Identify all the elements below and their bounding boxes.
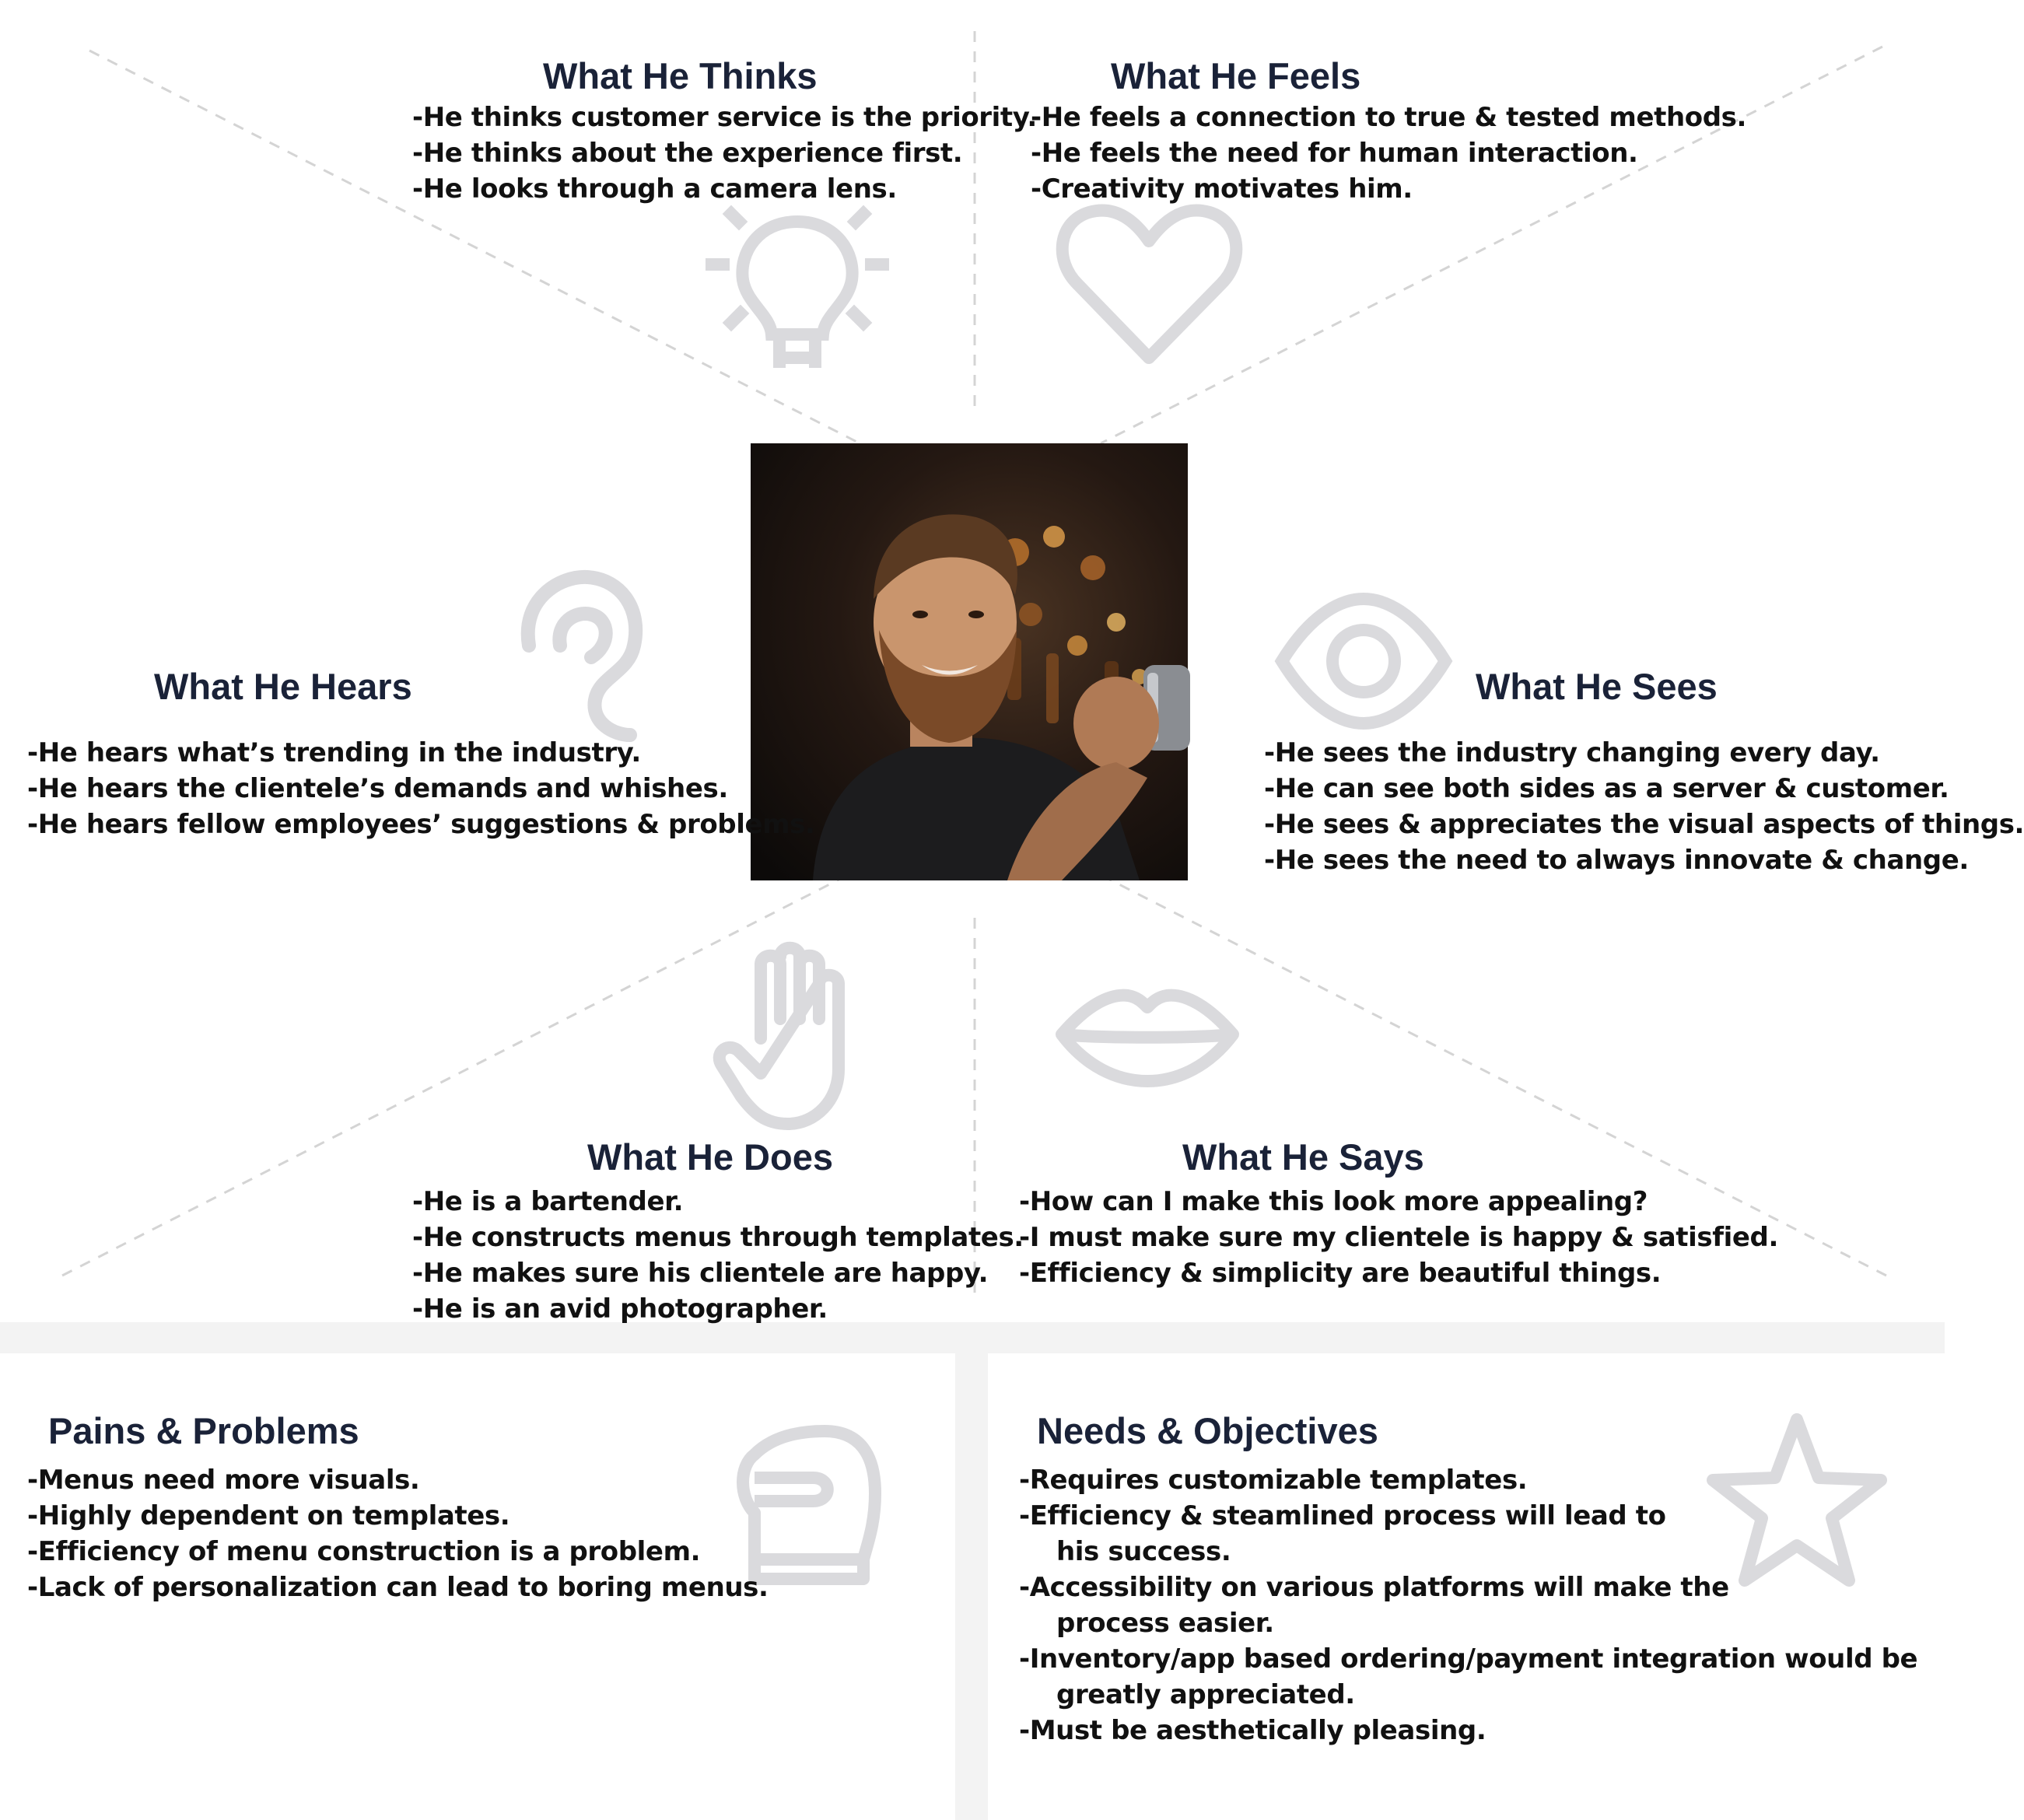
eye-icon <box>1274 591 1453 731</box>
needs-line: -Requires customizable templates. <box>1019 1465 1528 1496</box>
needs-line: -Must be aesthetically pleasing. <box>1019 1715 1486 1746</box>
needs-line: -Inventory/app based ordering/payment integration would be <box>1019 1643 1918 1675</box>
hears-heading: What He Hears <box>154 666 412 707</box>
needs-heading: Needs & Objectives <box>1037 1410 1378 1451</box>
feels-line: -Creativity motivates him. <box>1031 173 1413 205</box>
thinks-line: -He thinks customer service is the priority. <box>412 102 1037 133</box>
needs-line: -Accessibility on various platforms will make the <box>1019 1572 1729 1603</box>
pains-line: -Efficiency of menu construction is a problem. <box>27 1536 701 1567</box>
says-line: -How can I make this look more appealing? <box>1019 1186 1648 1217</box>
does-list <box>412 1184 1024 1327</box>
sees-list <box>1264 735 2024 878</box>
thinks-line: -He thinks about the experience first. <box>412 138 963 169</box>
pains-line: -Highly dependent on templates. <box>27 1500 510 1531</box>
ear-icon <box>513 568 646 754</box>
pains-heading: Pains & Problems <box>48 1410 359 1451</box>
lips-icon <box>1054 984 1241 1089</box>
sees-line: -He sees the need to always innovate & change. <box>1264 845 1969 876</box>
hand-icon <box>714 941 877 1132</box>
sees-line: -He sees & appreciates the visual aspects of things. <box>1264 809 2024 840</box>
thinks-heading: What He Thinks <box>543 55 818 96</box>
pains-line: -Lack of personalization can lead to boring menus. <box>27 1572 769 1603</box>
does-line: -He is a bartender. <box>412 1186 684 1217</box>
sees-heading: What He Sees <box>1476 666 1718 707</box>
needs-line: process easier. <box>1056 1608 1274 1639</box>
hears-list <box>27 735 815 842</box>
thinks-line: -He looks through a camera lens. <box>412 173 897 205</box>
lightbulb-icon <box>708 198 887 369</box>
does-line: -He is an avid photographer. <box>412 1293 828 1325</box>
feels-list <box>1031 100 1746 207</box>
hears-line: -He hears what’s trending in the industry. <box>27 737 641 768</box>
needs-line: -Efficiency & steamlined process will lead to <box>1019 1500 1666 1531</box>
pains-list <box>27 1462 769 1605</box>
needs-list <box>1019 1462 1917 1748</box>
heart-icon <box>1054 198 1245 369</box>
needs-line: greatly appreciated. <box>1056 1679 1355 1710</box>
feels-heading: What He Feels <box>1111 55 1361 96</box>
hears-line: -He hears fellow employees’ suggestions & problems. <box>27 809 815 840</box>
says-list <box>1019 1184 1778 1291</box>
sees-line: -He sees the industry changing every day. <box>1264 737 1880 768</box>
hears-line: -He hears the clientele’s demands and whishes. <box>27 773 728 804</box>
pains-line: -Menus need more visuals. <box>27 1465 420 1496</box>
thinks-list <box>412 100 1037 207</box>
says-line: -Efficiency & simplicity are beautiful things. <box>1019 1258 1662 1289</box>
does-line: -He makes sure his clientele are happy. <box>412 1258 989 1289</box>
does-heading: What He Does <box>587 1136 833 1178</box>
does-line: -He constructs menus through templates. <box>412 1222 1024 1253</box>
feels-line: -He feels the need for human interaction. <box>1031 138 1638 169</box>
says-heading: What He Says <box>1182 1136 1424 1178</box>
feels-line: -He feels a connection to true & tested methods. <box>1031 102 1747 133</box>
sees-line: -He can see both sides as a server & customer. <box>1264 773 1949 804</box>
says-line: -I must make sure my clientele is happy & satisfied. <box>1019 1222 1778 1253</box>
persona-avatar <box>751 443 1188 880</box>
needs-line: his success. <box>1056 1536 1231 1567</box>
